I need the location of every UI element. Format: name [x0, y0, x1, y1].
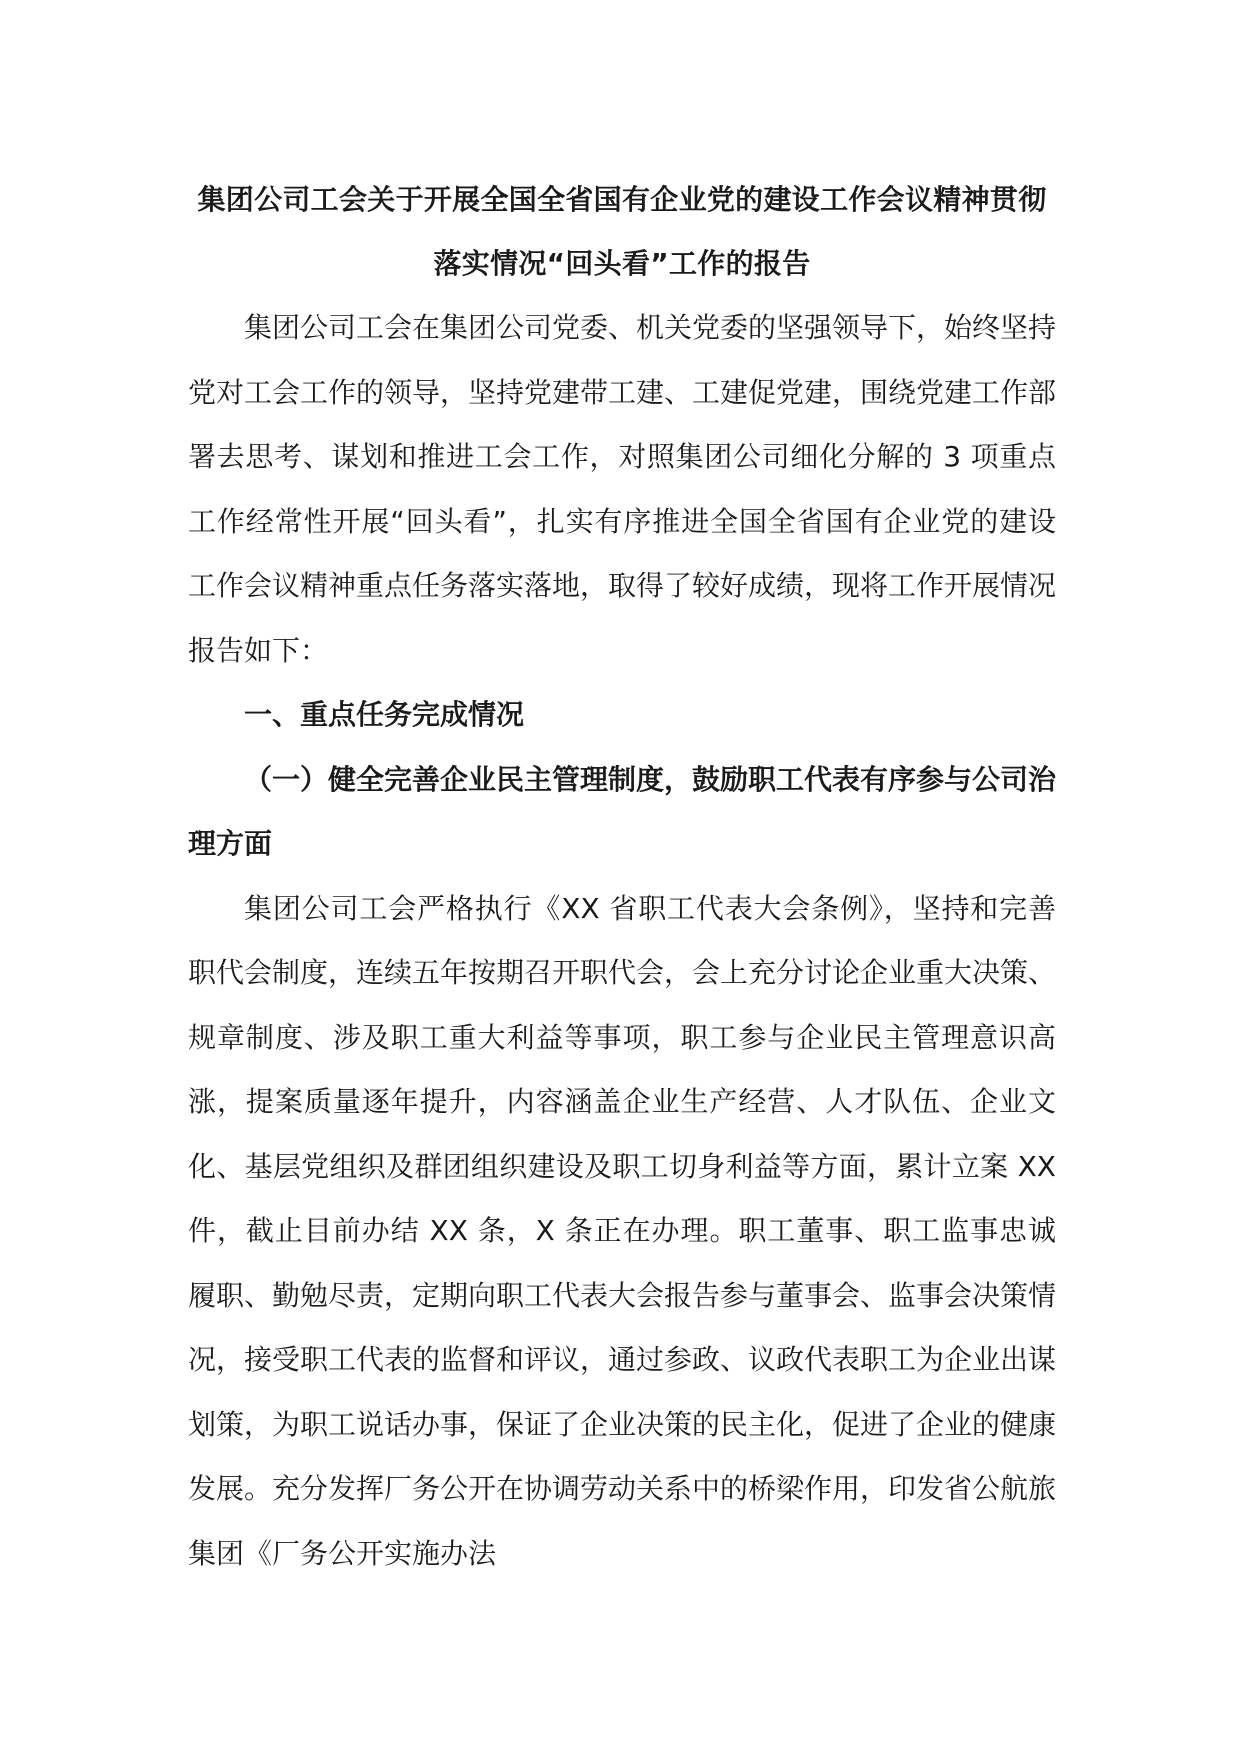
- document-title: 集团公司工会关于开展全国全省国有企业党的建设工作会议精神贯彻落实情况“回头看”工作的报告: [197, 183, 1047, 280]
- subsection-heading: （一）健全完善企业民主管理制度，鼓励职工代表有序参与公司治理方面: [188, 762, 1057, 860]
- section-heading: 一、重点任务完成情况: [244, 698, 525, 731]
- subsection-paragraph: 集团公司工会严格执行《XX 省职工代表大会条例》，坚持和完善职代会制度，连续五年按期召开职代会，会上充分讨论企业重大决策、规章制度、涉及职工重大利益等事项，职工参与企业民主管理意识高涨，提案质量逐年提升，内容涵盖企业生产经营、人才队伍、企业文化、基层党组织及群团组织建设及职工切身利益等方面，累计立案 XX 件，截止目前办结 XX 条，X 条正在办理。职工董事、职工监事忠诚履职、勤勉尽责，定期向职工代表大会报告参与董事会、监事会决策情况，接受职工代表的监督和评议，通过参政、议政代表职工为企业出谋划策，为职工说话办事，保证了企业决策的民主化，促进了企业的健康发展。充分发挥厂务公开在协调劳动关系中的桥梁作用，印发省公航旅集团《厂务公开实施办法: [188, 891, 1057, 1570]
- intro-paragraph: 集团公司工会在集团公司党委、机关党委的坚强领导下，始终坚持党对工会工作的领导，坚持党建带工建、工建促党建，围绕党建工作部署去思考、谋划和推进工会工作，对照集团公司细化分解的 3 项重点工作经常性开展“回头看”，扎实有序推进全国全省国有企业党的建设工作会议精神重点任务落实落地，取得了较好成绩，现将工作开展情况报告如下：: [188, 311, 1057, 667]
- document-body: [188, 168, 1056, 1586]
